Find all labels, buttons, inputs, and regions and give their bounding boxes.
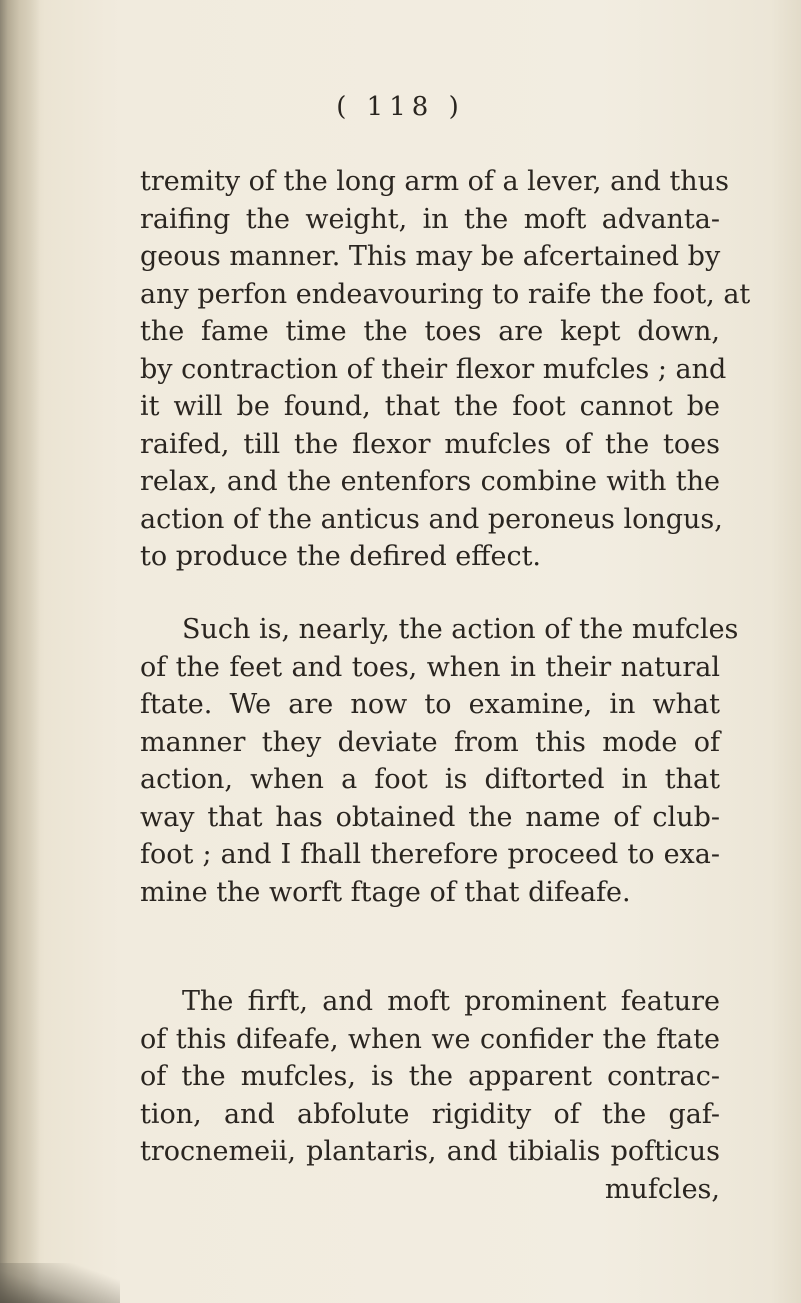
text-line: tion, and abfolute rigidity of the gaf- (140, 1098, 720, 1130)
text-line: of the mufcles, is the apparent contrac- (140, 1061, 720, 1092)
text-line: by contraction of their flexor mufcles ; and (140, 353, 727, 385)
text-line: relax, and the entenfors combine with the (140, 466, 720, 497)
text-line: of the feet and toes, when in their natural (140, 651, 720, 683)
text-line: ftate. We are now to examine, in what (140, 689, 720, 720)
page-number: ( 118 ) (336, 92, 465, 122)
text-line: manner they deviate from this mode of (140, 726, 720, 758)
text-line: action, when a foot is diftorted in that (140, 764, 720, 795)
text-line: action of the anticus and peroneus longus, (140, 503, 723, 535)
text-line: the fame time the toes are kept down, (140, 316, 720, 347)
text-line: raifing the weight, in the moft advanta- (140, 203, 720, 235)
text-line: it will be found, that the foot cannot be (140, 391, 720, 422)
text-line: raifed, till the flexor mufcles of the toes (140, 428, 720, 460)
text-line: Such is, nearly, the action of the mufcles (182, 614, 739, 645)
text-line: mine the worft ftage of that difeafe. (140, 876, 631, 908)
paragraph-1 (140, 163, 751, 576)
text-line: to produce the defired effect. (140, 541, 542, 572)
binding-edge (0, 0, 40, 1303)
text-line: any perfon endeavouring to raife the foot, at (140, 278, 751, 310)
text-line: geous manner. This may be afcertained by (140, 241, 721, 272)
text-line: trocnemeii, plantaris, and tibialis pofticus (140, 1136, 720, 1167)
page-corner-shadow (0, 1263, 120, 1303)
catchword: mufcles, (604, 1173, 720, 1205)
text-line: of this difeafe, when we confider the ftate (140, 1023, 720, 1055)
text-line: tremity of the long arm of a lever, and thus (140, 166, 729, 197)
text-line: The firft, and moft prominent feature (182, 986, 720, 1017)
text-line: foot ; and I fhall therefore proceed to exa- (140, 839, 720, 870)
text-line: way that has obtained the name of club- (140, 801, 720, 833)
paragraph-2 (140, 611, 739, 911)
paragraph-3 (140, 983, 720, 1208)
